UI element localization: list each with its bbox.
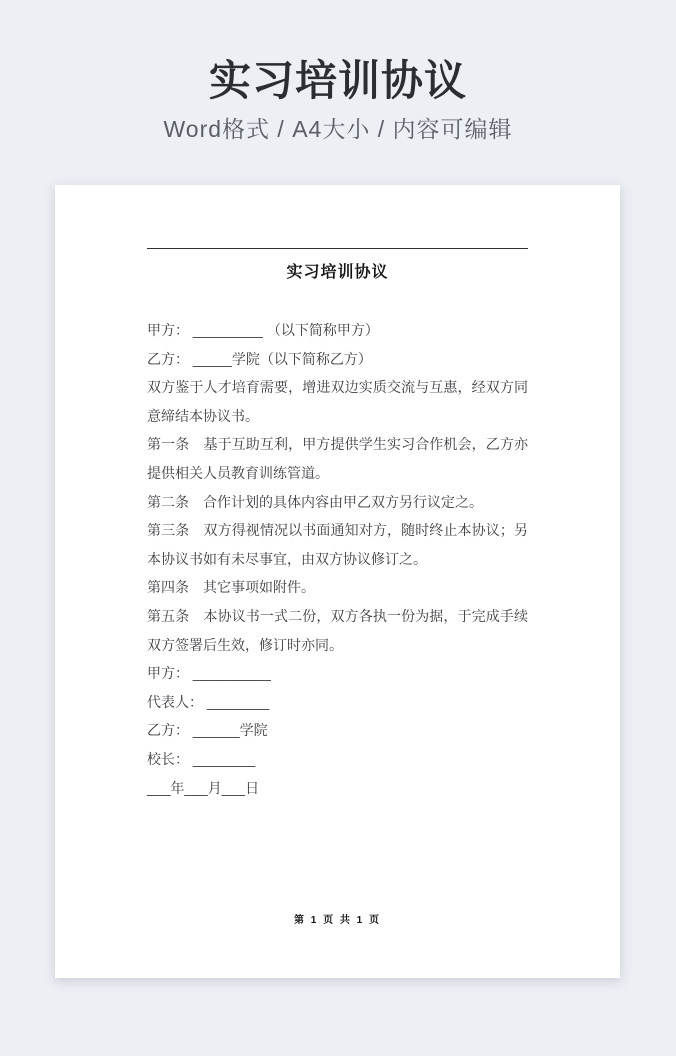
clause-5: 第五条 本协议书一式二份，双方各执一份为据，于完成手续双方签署后生效，修订时亦同。 <box>147 607 528 653</box>
signature-block <box>147 659 528 802</box>
signature-date: ___年___月___日 <box>147 779 260 796</box>
clause-2: 第二条 合作计划的具体内容由甲乙双方另行议定之。 <box>147 493 483 510</box>
clause-4: 第四条 其它事项如附件。 <box>147 579 315 596</box>
signature-principal: 校长： ________ <box>147 750 256 767</box>
header-rule <box>147 248 528 249</box>
page-number: 第 1 页 共 1 页 <box>293 915 381 926</box>
signature-representative: 代表人： ________ <box>147 693 270 710</box>
signature-party-b: 乙方： ______学院 <box>147 722 268 739</box>
template-title: 实习培训协议 <box>208 57 467 104</box>
template-subtitle: Word格式 / A4大小 / 内容可编辑 <box>163 116 513 142</box>
document-body <box>147 316 528 802</box>
clause-3: 第三条 双方得视情况以书面通知对方，随时终止本协议；另本协议书如有未尽事宜，由双方协议修订之。 <box>147 522 528 567</box>
clause-1: 第一条 基于互助互利，甲方提供学生实习合作机会，乙方亦提供相关人员教育训练管道。 <box>147 436 528 481</box>
template-banner <box>0 0 676 144</box>
preamble-paragraph: 双方鉴于人才培育需要，增进双边实质交流与互惠，经双方同意缔结本协议书。 <box>147 379 528 424</box>
signature-party-a: 甲方： __________ <box>147 665 271 682</box>
party-b-line: 乙方： _____学院（以下简称乙方） <box>147 350 372 367</box>
party-a-line: 甲方： _________ （以下简称甲方） <box>147 322 379 338</box>
document-title: 实习培训协议 <box>286 264 389 281</box>
document-page <box>55 185 620 978</box>
